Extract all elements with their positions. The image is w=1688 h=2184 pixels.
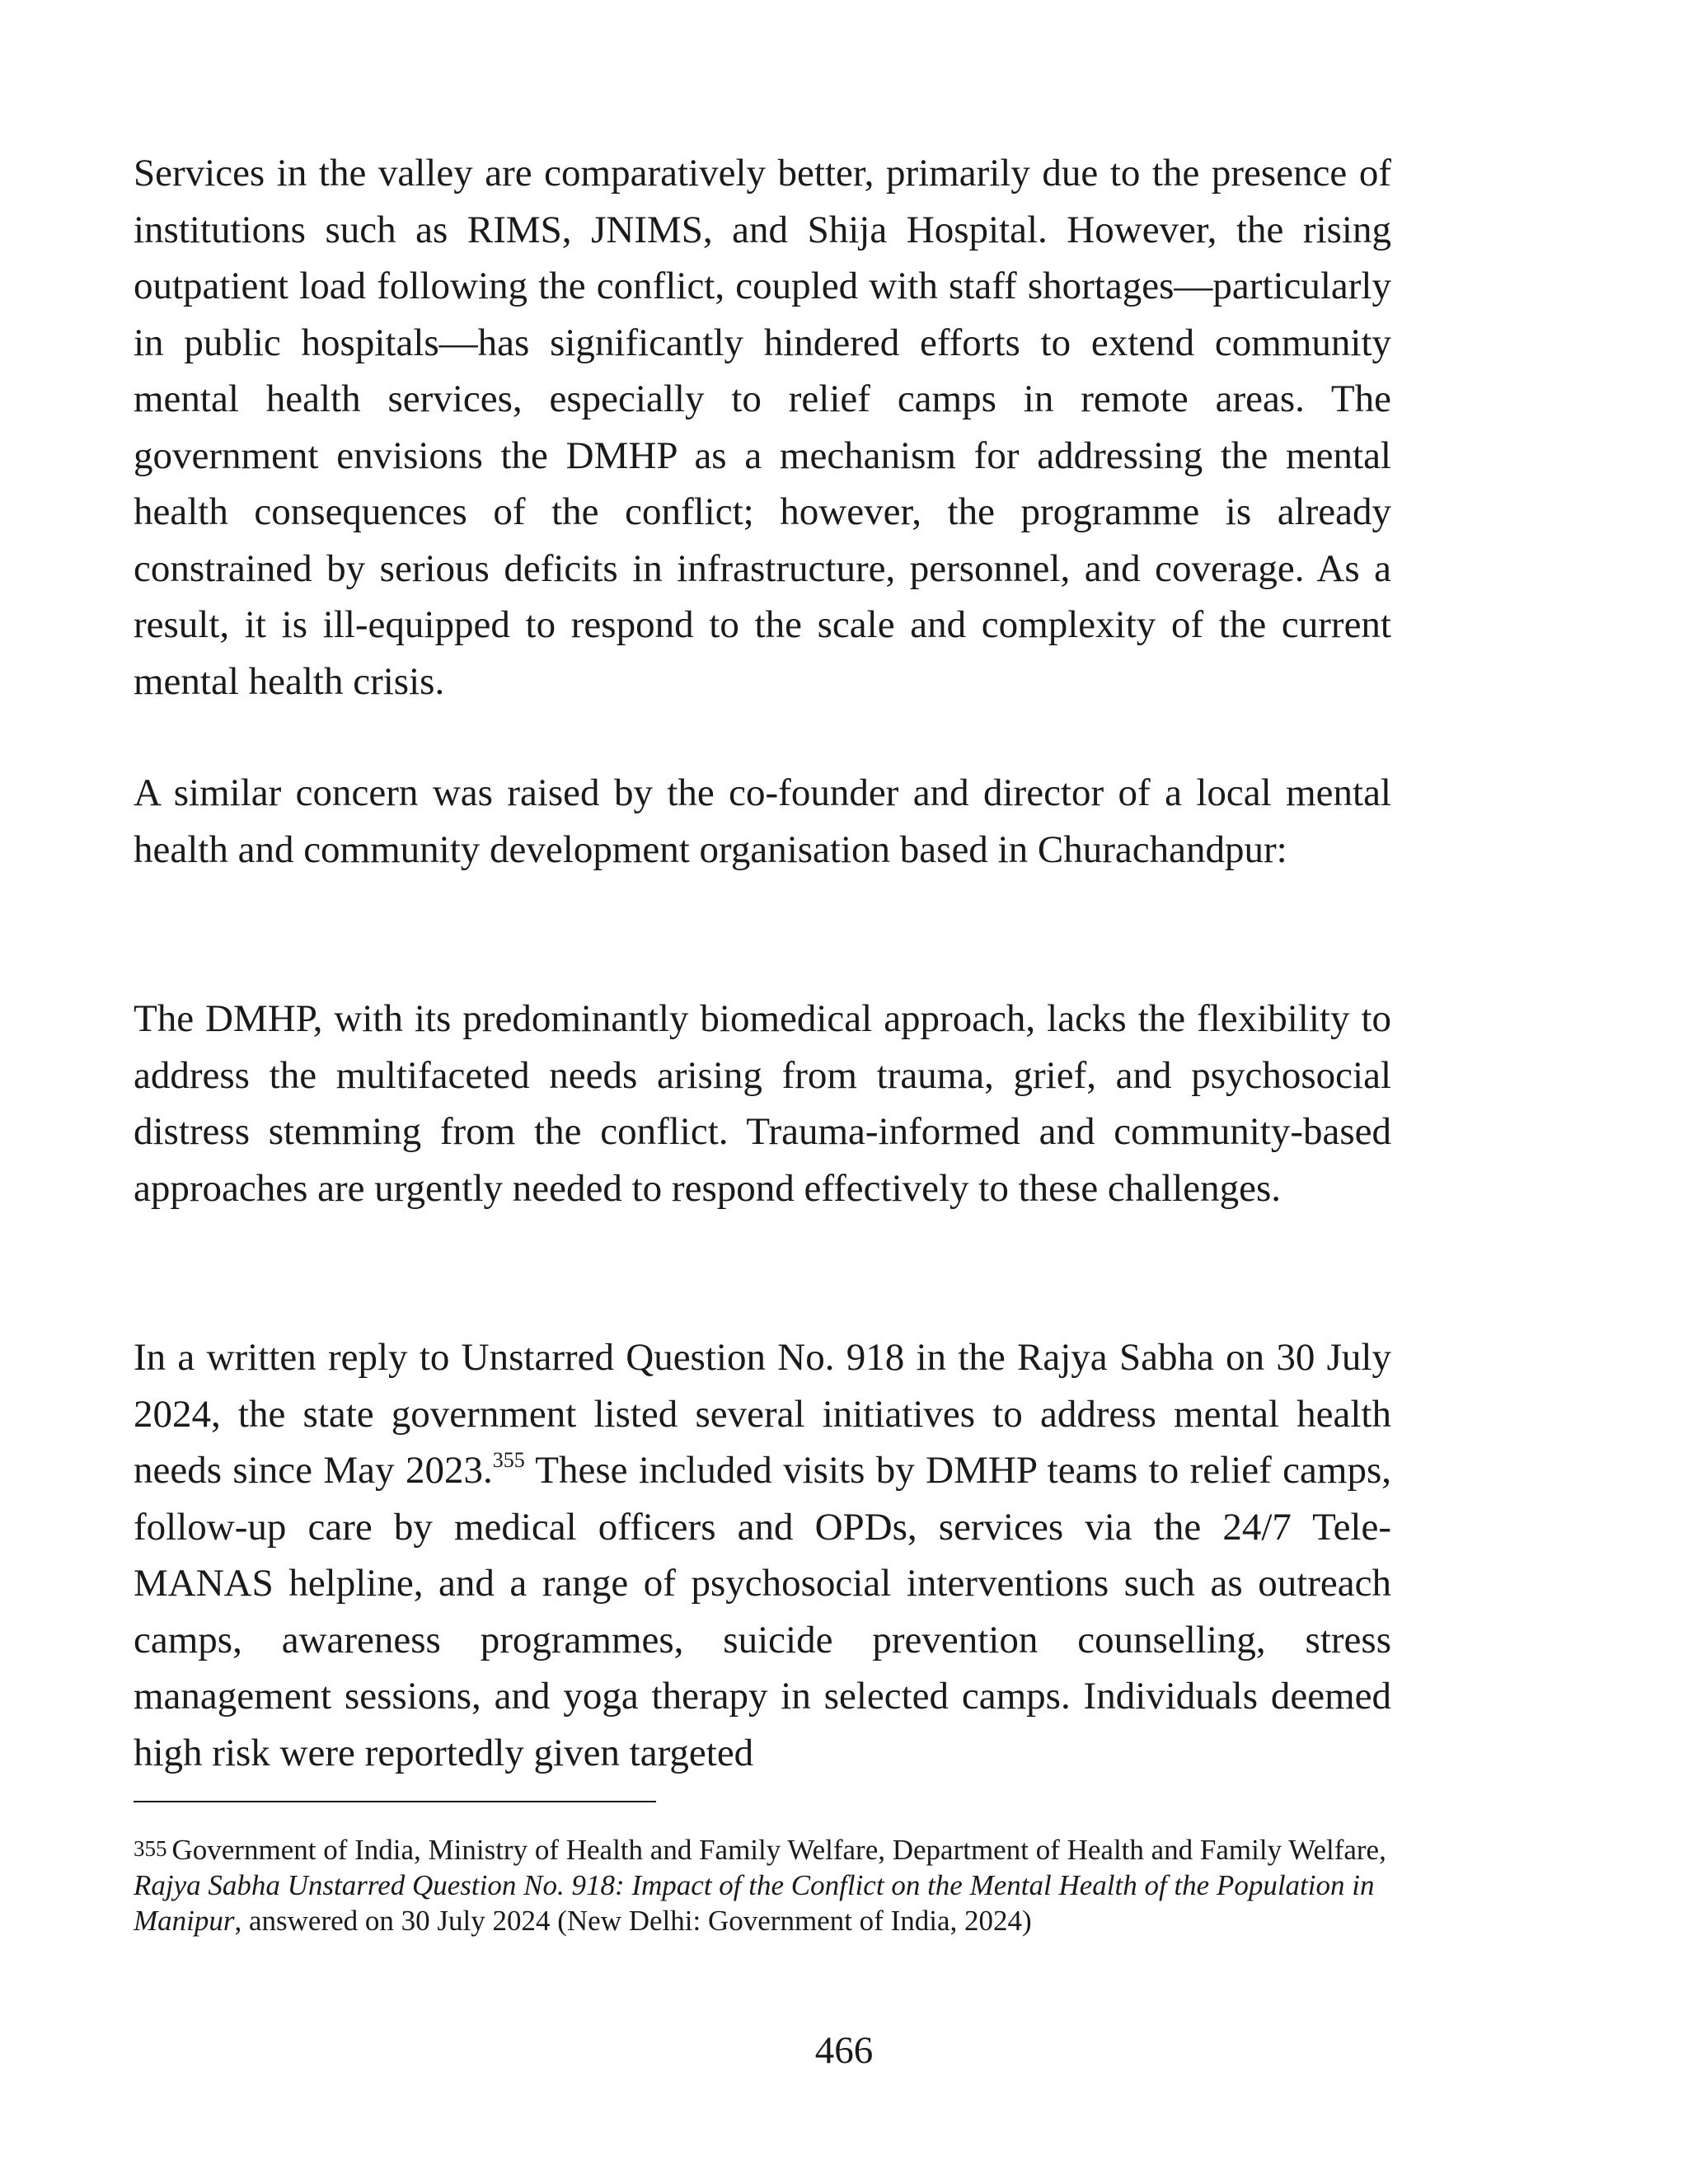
paragraph-text-after-ref: These included visits by DMHP teams to relief camps, follow-up care by medical officers and OPDs, services via the 24/7 Tele-MANAS helpline, and a range of psychosocial interventions such as outreach camps, awareness programmes, suicide prevention counselling, stress management sessions, and yoga therapy in selected camps. Individuals deemed high risk were reportedly given targeted: [134, 1449, 1392, 1774]
body-paragraph-rajya-sabha-reply: [134, 1329, 1391, 1781]
footnote-separator: [134, 1801, 656, 1802]
footnote-number: 355: [134, 1836, 167, 1861]
footnote-text-before: Government of India, Ministry of Health and Family Welfare, Department of Health and Family Welfare,: [171, 1834, 1386, 1866]
quoted-paragraph-dmhp: The DMHP, with its predominantly biomedical approach, lacks the flexibility to address the multifaceted needs arising from trauma, grief, and psychosocial distress stemming from the conflict. Trauma-informed and community-based approaches are urgently needed to respond effectively to these challenges.: [134, 997, 1391, 1210]
footnote: [134, 1831, 1391, 1938]
footnote-title: Rajya Sabha Unstarred Question No. 918: Impact of the Conflict on the Mental Health of the Population in Manipur: [134, 1869, 1375, 1937]
paragraph-text-before-ref: In a written reply to Unstarred Question No. 918 in the Rajya Sabha on 30 July 2024, the state government listed several initiatives to address mental health needs since May 2023.: [134, 1336, 1391, 1492]
body-paragraph-valley-services: Services in the valley are comparatively better, primarily due to the presence of institutions such as RIMS, JNIMS, and Shija Hospital. However, the rising outpatient load following the conflict, coupled with staff shortages—particularly in public hospitals—has significantly hindered efforts to extend community mental health services, especially to relief camps in remote areas. The government envisions the DMHP as a mechanism for addressing the mental health consequences of the conflict; however, the programme is already constrained by serious deficits in infrastructure, personnel, and coverage. As a result, it is ill-equipped to respond to the scale and complexity of the current mental health crisis.: [134, 152, 1391, 703]
footnote-text-after: , answered on 30 July 2024 (New Delhi: Government of India, 2024): [234, 1905, 1032, 1937]
body-paragraph-similar-concern: A similar concern was raised by the co-founder and director of a local mental health and community development organisation based in Churachandpur:: [134, 771, 1391, 871]
page-number: 466: [814, 2029, 874, 2072]
footnote-reference[interactable]: 355: [492, 1448, 525, 1473]
